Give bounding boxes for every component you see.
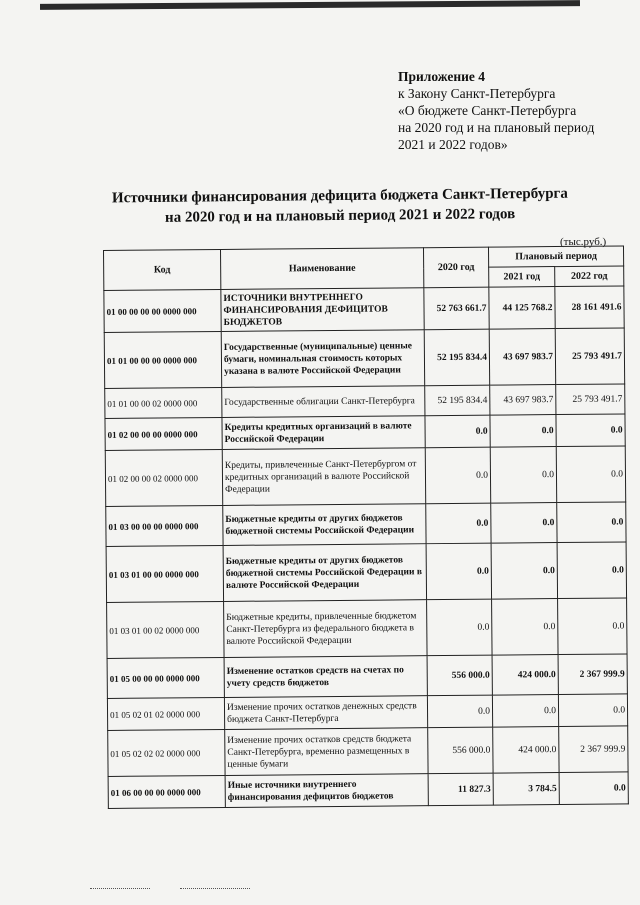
table-row	[105, 414, 625, 451]
row-name: Государственные облигации Санкт-Петербурга	[222, 386, 425, 418]
row-name: Кредиты, привлеченные Санкт-Петербургом от кредитных организаций в валюте Российской Федерации	[222, 448, 425, 506]
header-name: Наименование	[220, 248, 423, 290]
table-row	[106, 542, 626, 603]
row-value-2020: 0.0	[426, 543, 491, 600]
row-code: 01 00 00 00 00 0000 000	[104, 289, 221, 332]
row-name: Изменение прочих остатков средств бюджета Санкт-Петербурга, временно размещенных в ценные бумаги	[225, 728, 428, 776]
document-title	[95, 183, 585, 228]
row-value-2021: 0.0	[490, 447, 556, 504]
units-label: (тыс.руб.)	[560, 236, 607, 248]
header-plan-period: Плановый период	[488, 246, 623, 267]
row-value-2021: 0.0	[492, 599, 558, 656]
row-name: Бюджетные кредиты, привлеченные бюджетом Санкт-Петербурга из федерального бюджета в валюте Российской Федерации	[224, 600, 427, 658]
row-value-2021: 0.0	[492, 695, 558, 728]
row-value-2020: 11 827.3	[428, 773, 493, 806]
row-value-2022: 2 367 999.9	[559, 726, 628, 773]
scan-footer-mark	[90, 888, 150, 890]
row-name: Изменение прочих остатков денежных средств бюджета Санкт-Петербурга	[224, 696, 427, 730]
row-value-2020: 52 195 834.4	[424, 329, 489, 386]
scan-footer-mark	[180, 888, 250, 890]
row-value-2021: 0.0	[491, 543, 557, 600]
row-name: Государственные (муниципальные) ценные бумаги, номинальная стоимость которых указана в валюте Российской Федерации	[221, 330, 424, 388]
table-row	[108, 772, 628, 809]
row-name: Изменение остатков средств на счетах по учету средств бюджетов	[224, 656, 427, 698]
row-code: 01 03 01 00 00 0000 000	[106, 545, 223, 602]
row-value-2022: 25 793 491.7	[556, 384, 625, 415]
title-line-2: на 2020 год и на плановый период 2021 и 2022 годов	[164, 206, 516, 226]
table-row	[106, 502, 626, 547]
appendix-line: «О бюджете Санкт-Петербурга	[398, 103, 577, 118]
table-container	[103, 245, 628, 809]
row-value-2020: 0.0	[427, 695, 492, 728]
row-value-2021: 0.0	[490, 415, 556, 448]
row-value-2021: 43 697 983.7	[490, 385, 556, 416]
appendix-line: на 2020 год и на плановый период	[398, 120, 595, 135]
row-value-2020: 0.0	[427, 599, 492, 656]
row-value-2021: 424 000.0	[492, 655, 558, 696]
row-code: 01 06 00 00 00 0000 000	[108, 775, 225, 808]
row-value-2020: 556 000.0	[427, 655, 492, 696]
row-code: 01 03 00 00 00 0000 000	[106, 505, 223, 546]
row-value-2021: 424 000.0	[493, 727, 559, 774]
table-row	[108, 726, 628, 777]
row-name: Иные источники внутреннего финансирования дефицитов бюджетов	[225, 774, 428, 808]
scan-edge	[40, 0, 580, 10]
row-value-2020: 556 000.0	[428, 727, 493, 774]
row-code: 01 01 00 00 02 0000 000	[105, 387, 222, 418]
row-value-2022: 0.0	[559, 772, 628, 805]
row-code: 01 05 00 00 00 0000 000	[107, 657, 224, 698]
financing-table	[103, 245, 629, 809]
row-value-2022: 0.0	[556, 414, 625, 447]
row-value-2022: 28 161 491.6	[555, 286, 624, 329]
table-row	[107, 654, 627, 699]
header-code: Код	[104, 249, 221, 290]
row-value-2020: 0.0	[425, 447, 490, 504]
header-2020: 2020 год	[423, 247, 488, 288]
row-name: Бюджетные кредиты от других бюджетов бюджетной системы Российской Федерации в валюте Российской Федерации	[223, 544, 426, 602]
row-code: 01 02 00 00 00 0000 000	[105, 417, 222, 450]
row-code: 01 02 00 00 02 0000 000	[105, 449, 222, 506]
table-row	[104, 286, 624, 333]
appendix-block	[398, 68, 628, 153]
row-value-2020: 0.0	[426, 503, 491, 544]
row-value-2022: 2 367 999.9	[558, 654, 627, 695]
appendix-line: к Закону Санкт-Петербурга	[398, 86, 556, 101]
appendix-line: 2021 и 2022 годов»	[398, 137, 508, 152]
row-value-2022: 0.0	[558, 598, 628, 655]
row-code: 01 01 00 00 00 0000 000	[104, 331, 221, 388]
row-value-2022: 0.0	[558, 694, 627, 727]
row-value-2022: 25 793 491.7	[555, 328, 625, 385]
table-row	[105, 446, 625, 507]
table-row	[104, 328, 624, 389]
row-value-2020: 0.0	[425, 415, 490, 448]
row-value-2021: 3 784.5	[493, 773, 559, 806]
row-value-2021: 0.0	[491, 503, 557, 544]
table-row	[107, 694, 627, 731]
row-code: 01 05 02 02 02 0000 000	[108, 729, 225, 776]
header-2022: 2022 год	[555, 266, 624, 287]
row-name: ИСТОЧНИКИ ВНУТРЕННЕГО ФИНАНСИРОВАНИЯ ДЕФИЦИТОВ БЮДЖЕТОВ	[221, 288, 424, 332]
table-row	[105, 384, 625, 419]
appendix-title: Приложение 4	[398, 69, 486, 84]
header-2021: 2021 год	[489, 267, 555, 288]
row-value-2021: 43 697 983.7	[489, 329, 555, 386]
row-name: Бюджетные кредиты от других бюджетов бюджетной системы Российской Федерации	[223, 504, 426, 546]
row-value-2020: 52 763 661.7	[424, 287, 489, 330]
row-value-2021: 44 125 768.2	[489, 287, 555, 330]
row-value-2020: 52 195 834.4	[425, 385, 490, 416]
row-value-2022: 0.0	[556, 446, 626, 503]
table-row	[107, 598, 627, 659]
title-line-1: Источники финансирования дефицита бюджета Санкт-Петербурга	[111, 185, 568, 207]
row-name: Кредиты кредитных организаций в валюте Российской Федерации	[222, 416, 425, 450]
row-value-2022: 0.0	[557, 542, 627, 599]
row-value-2022: 0.0	[557, 502, 626, 543]
row-code: 01 05 02 01 02 0000 000	[107, 697, 224, 730]
row-code: 01 03 01 00 02 0000 000	[107, 601, 224, 658]
